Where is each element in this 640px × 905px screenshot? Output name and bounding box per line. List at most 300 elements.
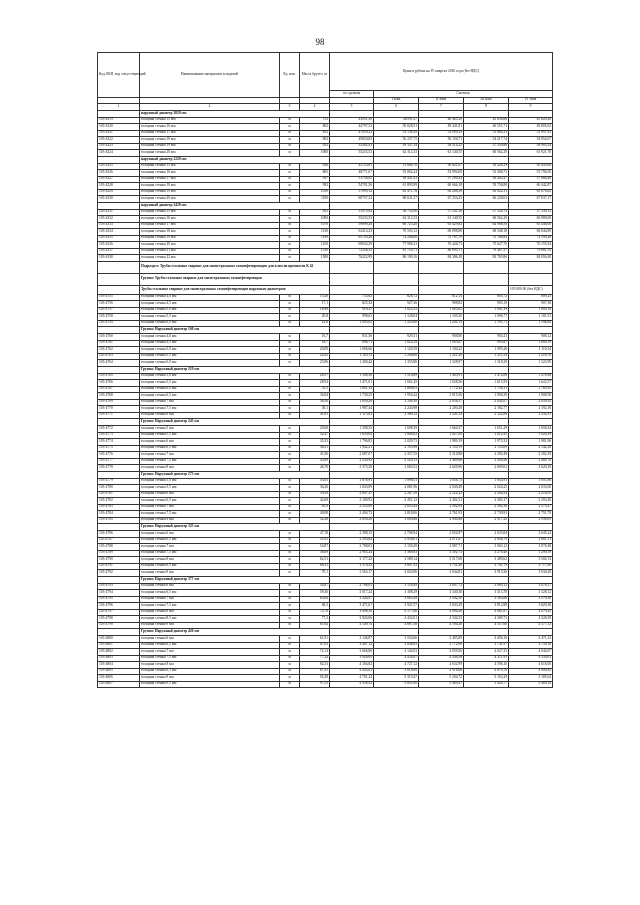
cell-name: толщина стенки 20 мм <box>140 242 280 249</box>
cell-code: 103-4755 <box>98 294 140 301</box>
cell-mass: 826 <box>300 163 330 170</box>
cell-mass: 51,03 <box>300 537 330 544</box>
cell-name: толщина стенки 5,5 мм <box>140 353 280 360</box>
cell-code: 103-4790 <box>98 557 140 564</box>
cell-code: 103-4758 <box>98 314 140 321</box>
cell-price-zone-4: 3 930,29 <box>509 570 553 577</box>
cell-code: 103-4777 <box>98 458 140 465</box>
cell-price-zone-2: 3 772,00 <box>419 642 464 649</box>
cell-unit: м <box>280 603 300 610</box>
cell-price-zone-2: 1 827,00 <box>419 432 464 439</box>
cell-price-total: 3 177,22 <box>330 557 374 564</box>
cell-price-zone-3: 3 741,97 <box>464 642 509 649</box>
cell-price-zone-1: 2 244,98 <box>374 406 419 413</box>
cell-price-zone-1: 46591,27 <box>374 117 419 124</box>
cell-unit: м <box>280 681 300 688</box>
cell-mass: 43,89 <box>300 458 330 465</box>
cell-price-zone-3: 2 182,77 <box>464 406 509 413</box>
cell-price-zone-1: 2 683,52 <box>374 465 419 472</box>
cell-mass: 81,64 <box>300 622 330 629</box>
cell-code: 103-4319 <box>98 117 140 124</box>
cell-price-zone-4: 2 033,00 <box>509 485 553 492</box>
group-title-row <box>98 156 553 163</box>
cell-unit: м <box>280 622 300 629</box>
cell-name: толщина стенки 7 мм <box>140 452 280 459</box>
cell-price-zone-1: 4 177,66 <box>374 609 419 616</box>
table-header <box>98 53 553 111</box>
cell-mass: 52,28 <box>300 517 330 524</box>
cell-code: 103-4330 <box>98 196 140 203</box>
cell-name: толщина стенки 19 мм <box>140 143 280 150</box>
column-number: 1 <box>98 104 140 111</box>
cell-mass: 87,41 <box>300 668 330 675</box>
cell-mass: 42,69 <box>300 498 330 505</box>
cell-code: 103-4332 <box>98 216 140 223</box>
cell-unit: м <box>280 570 300 577</box>
cell-price-zone-4: 1 101,51 <box>509 314 553 321</box>
group-title: Трубы стальные сварные для магистральных газонефтепроводов наружным диаметром: <box>140 285 330 294</box>
cell-mass: 1070 <box>300 222 330 229</box>
cell-price-zone-1: 3 150,49 <box>374 583 419 590</box>
cell-price-zone-2: 57 541,56 <box>419 209 464 216</box>
cell-price-zone-4: 1 658,44 <box>509 426 553 433</box>
cell-unit: м <box>280 163 300 170</box>
cell-mass: 61,91 <box>300 636 330 643</box>
group-title: наружный диаметр 2020 мм <box>140 110 330 117</box>
cell-mass: 18,98 <box>300 307 330 314</box>
cell-unit: м <box>280 373 300 380</box>
cell-price-zone-1: 2 357,55 <box>374 452 419 459</box>
cell-price-total: 59099,20 <box>330 222 374 229</box>
cell-price-zone-1: 1 128,04 <box>374 314 419 321</box>
cell-price-zone-4: 2 751,79 <box>509 511 553 518</box>
cell-price-total: 52582,41 <box>330 143 374 150</box>
cell-mass: 36,26 <box>300 485 330 492</box>
cell-code: 103-4778 <box>98 465 140 472</box>
cell-code: 103-4794 <box>98 590 140 597</box>
cell-mass: 46,78 <box>300 465 330 472</box>
cell-unit: м <box>280 504 300 511</box>
cell-price-zone-4: 1 981,96 <box>509 439 553 446</box>
cell-unit: м <box>280 235 300 242</box>
cell-price-zone-2: 2 582,94 <box>419 504 464 511</box>
cell-price-zone-2: 1 664,57 <box>419 426 464 433</box>
cell-price-zone-3: 79 467,57 <box>464 248 509 255</box>
cell-price-zone-3: 45 638,66 <box>464 117 509 124</box>
cell-mass: 62,51 <box>300 557 330 564</box>
cell-price-total: 2 230,92 <box>330 458 374 465</box>
cell-price-zone-3: 2 848,79 <box>464 537 509 544</box>
cell-price-total: 44797,53 <box>330 124 374 131</box>
cell-price-zone-4: 63 870,02 <box>509 189 553 196</box>
cell-price-zone-2: 76 426,73 <box>419 242 464 249</box>
cell-price-zone-4: 2 302,39 <box>509 452 553 459</box>
cell-mass: 20,09 <box>300 347 330 354</box>
cell-unit: м <box>280 353 300 360</box>
cell-mass: 902 <box>300 137 330 144</box>
cell-unit: м <box>280 386 300 393</box>
header-unit: Ед. изм. <box>280 53 300 98</box>
cell-price-total: 2 375,28 <box>330 465 374 472</box>
cell-unit: м <box>280 609 300 616</box>
cell-name: толщина стенки 6,5 мм <box>140 537 280 544</box>
cell-price-zone-3: 1 973,33 <box>464 439 509 446</box>
cell-price-total: 4 958,43 <box>330 681 374 688</box>
cell-unit: м <box>280 340 300 347</box>
cell-price-zone-3: 60 562,29 <box>464 216 509 223</box>
group-title: Группа: Наружный диаметр 168 мм <box>140 327 330 334</box>
cell-price-zone-1: 3 000,66 <box>374 517 419 524</box>
cell-unit: м <box>280 314 300 321</box>
cell-price-total: 2 983,24 <box>330 550 374 557</box>
cell-mass: 67,03 <box>300 642 330 649</box>
cell-price-zone-2: 69 098,80 <box>419 229 464 236</box>
cell-unit: м <box>280 426 300 433</box>
cell-price-zone-2: 3 944,81 <box>419 570 464 577</box>
cell-price-zone-2: 1 989,19 <box>419 439 464 446</box>
cell-price-zone-1: 1 225,60 <box>374 320 419 327</box>
cell-code: 103-4323 <box>98 143 140 150</box>
header-mass: Масса брутто, кг <box>300 53 330 98</box>
cell-name: толщина стенки 5,5 мм <box>140 380 280 387</box>
cell-unit: м <box>280 675 300 682</box>
cell-price-zone-4: 1 622,57 <box>509 380 553 387</box>
cell-name: толщина стенки 6 мм <box>140 531 280 538</box>
cell-code: 103-4328 <box>98 183 140 190</box>
cell-price-zone-3: 1 843,91 <box>464 478 509 485</box>
cell-price-total: 47059,23 <box>330 130 374 137</box>
cell-price-zone-3: 3 489,62 <box>464 557 509 564</box>
cell-price-zone-3: 5 163,29 <box>464 675 509 682</box>
cell-price-zone-3: 2 042,07 <box>464 399 509 406</box>
cell-price-zone-3: 51 684,25 <box>464 130 509 137</box>
header-name: Наименование материалов и изделий <box>140 53 280 98</box>
cell-price-zone-1: 74 246,60 <box>374 235 419 242</box>
cell-price-total: 1 843,09 <box>330 485 374 492</box>
cell-name: толщина стенки 9 мм <box>140 570 280 577</box>
cell-price-total: 4 184,82 <box>330 662 374 669</box>
cell-price-zone-2: 1 003,87 <box>419 340 464 347</box>
cell-code: 103-4782 <box>98 498 140 505</box>
column-number: 9 <box>509 104 553 111</box>
cell-price-zone-1: 2 081,96 <box>374 485 419 492</box>
group-title: Группа: Наружный диаметр 273 мм <box>140 471 330 478</box>
cell-price-zone-1: 62 312,33 <box>374 150 419 157</box>
cell-price-zone-2: 80 095,71 <box>419 248 464 255</box>
group-title-row <box>98 285 553 294</box>
cell-price-zone-1: 61 893,99 <box>374 183 419 190</box>
cell-mass: 802 <box>300 124 330 131</box>
table-row <box>98 681 553 688</box>
cell-price-zone-4: 809,23 <box>509 294 553 301</box>
cell-price-total: 57995,12 <box>330 189 374 196</box>
cell-code: 103-4765 <box>98 373 140 380</box>
cell-code: 103-4770 <box>98 406 140 413</box>
cell-price-zone-1: 59 337,34 <box>374 143 419 150</box>
cell-code: 103-4788 <box>98 544 140 551</box>
cell-price-zone-3: 57 350,86 <box>464 143 509 150</box>
cell-price-zone-4: 1 908,50 <box>509 393 553 400</box>
cell-unit: м <box>280 636 300 643</box>
cell-mass: 45,9 <box>300 504 330 511</box>
cell-unit: м <box>280 301 300 308</box>
cell-unit: м <box>280 130 300 137</box>
price-table <box>97 52 553 688</box>
cell-price-zone-1: 2 635,44 <box>374 504 419 511</box>
cell-price-zone-1: 1 698,39 <box>374 426 419 433</box>
cell-price-zone-1: 1 120,39 <box>374 347 419 354</box>
cell-price-total: 2 333,09 <box>330 504 374 511</box>
cell-unit: м <box>280 248 300 255</box>
cell-price-zone-4: 3 328,12 <box>509 590 553 597</box>
cell-mass: 1380 <box>300 255 330 262</box>
cell-code: 103-4776 <box>98 452 140 459</box>
cell-code: 103-4325 <box>98 163 140 170</box>
cell-price-zone-4: 2 192,18 <box>509 406 553 413</box>
cell-price-zone-2: 2 058,37 <box>419 399 464 406</box>
cell-code: 103-4326 <box>98 170 140 177</box>
cell-name: толщина стенки 7,5 мм <box>140 511 280 518</box>
cell-price-zone-4: 57 339,12 <box>509 209 553 216</box>
cell-price-zone-3: 5 445,77 <box>464 681 509 688</box>
header-zone-3: III зона <box>464 97 509 104</box>
cell-name: толщина стенки 8 мм <box>140 609 280 616</box>
cell-price-zone-3: 68 348,18 <box>464 229 509 236</box>
column-number: 3 <box>280 104 300 111</box>
cell-mass: 33,03 <box>300 478 330 485</box>
cell-price-zone-2: 3 731,49 <box>419 563 464 570</box>
cell-price-zone-2: 2 341,54 <box>419 412 464 419</box>
cell-price-zone-2: 812,14 <box>419 294 464 301</box>
cell-price-zone-2: 3 843,49 <box>419 603 464 610</box>
cell-price-zone-1: 3 665,49 <box>374 596 419 603</box>
cell-unit: м <box>280 183 300 190</box>
cell-unit: м <box>280 517 300 524</box>
cell-price-zone-4: 4 330,61 <box>509 655 553 662</box>
cell-price-total: 51756,82 <box>330 176 374 183</box>
cell-unit: м <box>280 242 300 249</box>
cell-code: 103-4784 <box>98 511 140 518</box>
cell-name: толщина стенки 22 мм <box>140 255 280 262</box>
cell-code: 103-4803 <box>98 655 140 662</box>
cell-price-zone-1: 2 818,06 <box>374 511 419 518</box>
cell-price-zone-1: 50 028,51 <box>374 124 419 131</box>
header-total: по сделкам <box>330 91 374 98</box>
group-title: Группа: Наружный диаметр 219 мм <box>140 366 330 373</box>
cell-name: толщина стенки 6,5 мм <box>140 393 280 400</box>
cell-price-total: 60757,22 <box>330 196 374 203</box>
cell-price-zone-4: 68 844,89 <box>509 229 553 236</box>
cell-price-total: 3 924,06 <box>330 616 374 623</box>
cell-price-zone-2: 50 621,67 <box>419 163 464 170</box>
cell-price-zone-4: 908,12 <box>509 334 553 341</box>
cell-price-zone-2: 3 087,72 <box>419 583 464 590</box>
cell-price-zone-4: 2 573,47 <box>509 504 553 511</box>
cell-price-zone-4: 2 645,24 <box>509 531 553 538</box>
cell-mass: 32,47 <box>300 432 330 439</box>
cell-name: толщина стенки 8,5 мм <box>140 668 280 675</box>
cell-price-zone-3: 2 133,09 <box>464 445 509 452</box>
cell-price-zone-4: 1 820,29 <box>509 432 553 439</box>
cell-price-zone-1: 62 312,33 <box>374 216 419 223</box>
cell-name: толщина стенки 5,0 мм <box>140 307 280 314</box>
cell-price-zone-4: 2 393,49 <box>509 498 553 505</box>
cell-unit: м <box>280 294 300 301</box>
cell-price-zone-1: 68 631,37 <box>374 196 419 203</box>
cell-price-zone-1: 51 666,70 <box>374 163 419 170</box>
cell-name: толщина стенки 7 мм <box>140 504 280 511</box>
cell-price-zone-4: 2 460,78 <box>509 458 553 465</box>
cell-price-total: 51975,94 <box>330 209 374 216</box>
cell-code: 103-4802 <box>98 649 140 656</box>
group-title-row <box>98 419 553 426</box>
group-title-row <box>98 524 553 531</box>
cell-unit: м <box>280 209 300 216</box>
cell-price-zone-3: 3 063,12 <box>464 583 509 590</box>
cell-price-zone-4: 60 442,87 <box>509 183 553 190</box>
cell-code: 103-4792 <box>98 570 140 577</box>
cell-price-zone-2: 1 221,20 <box>419 353 464 360</box>
cell-mass: 22,6 <box>300 320 330 327</box>
cell-code: 103-4321 <box>98 130 140 137</box>
cell-name: толщина стенки 5,5 мм <box>140 485 280 492</box>
cell-price-zone-1: 2 100,38 <box>374 399 419 406</box>
cell-price-zone-3: 2 204,54 <box>464 491 509 498</box>
cell-price-zone-4: 53 796,50 <box>509 170 553 177</box>
cell-price-zone-1: 2 029,73 <box>374 439 419 446</box>
cell-name: толщина стенки 6,0 мм <box>140 360 280 367</box>
cell-price-zone-4: 3 504,74 <box>509 557 553 564</box>
cell-price-zone-3: 1 758,31 <box>464 386 509 393</box>
cell-price-zone-2: 2 040,49 <box>419 485 464 492</box>
group-title-row <box>98 629 553 636</box>
cell-price-zone-2: 1 005,02 <box>419 307 464 314</box>
cell-price-zone-4: 49 805,63 <box>509 124 553 131</box>
cell-price-zone-1: 53 138,39 <box>374 130 419 137</box>
cell-unit: м <box>280 412 300 419</box>
cell-name: толщина стенки 4,0 мм <box>140 294 280 301</box>
cell-price-zone-1: 4 432,61 <box>374 616 419 623</box>
cell-price-total: 1 942,21 <box>330 445 374 452</box>
cell-code: 103-4798 <box>98 616 140 623</box>
cell-price-zone-1: 4 024,96 <box>374 570 419 577</box>
cell-price-total: 76222,99 <box>330 255 374 262</box>
cell-price-zone-2: 3 517,68 <box>419 557 464 564</box>
cell-unit: м <box>280 544 300 551</box>
cell-price-zone-3: 3 276,40 <box>464 550 509 557</box>
cell-name: толщина стенки 21 мм <box>140 248 280 255</box>
cell-code: 103-4773 <box>98 432 140 439</box>
cell-price-zone-1: 1 661,45 <box>374 380 419 387</box>
cell-price-total: 3 244,97 <box>330 596 374 603</box>
cell-code: 103-4768 <box>98 393 140 400</box>
cell-unit: м <box>280 445 300 452</box>
cell-price-zone-4: 3 829,38 <box>509 603 553 610</box>
header-incl: Сметная <box>374 91 553 98</box>
cell-unit: м <box>280 649 300 656</box>
cell-mass: 941 <box>300 209 330 216</box>
cell-price-zone-3: 3 563,88 <box>464 596 509 603</box>
cell-name: толщина стенки 6,5 мм <box>140 590 280 597</box>
cell-mass: 15,20 <box>300 294 330 301</box>
cell-name: толщина стенки 7,5 мм <box>140 550 280 557</box>
cell-price-zone-2: 2 222,22 <box>419 491 464 498</box>
cell-name: толщина стенки 17 мм <box>140 130 280 137</box>
cell-code: 103-4795 <box>98 596 140 603</box>
cell-mass: 38,21 <box>300 445 330 452</box>
cell-price-zone-1: 4 687,56 <box>374 622 419 629</box>
cell-price-zone-3: 60 562,29 <box>464 150 509 157</box>
cell-unit: м <box>280 465 300 472</box>
cell-mass: 883 <box>300 170 330 177</box>
cell-mass: 35,35 <box>300 439 330 446</box>
cell-price-total: 4 443,03 <box>330 668 374 675</box>
cell-price-zone-2: 1 915,56 <box>419 393 464 400</box>
cell-mass: 1130 <box>300 229 330 236</box>
cell-name: толщина стенки 16 мм <box>140 124 280 131</box>
cell-mass: 20,8 <box>300 314 330 321</box>
cell-price-zone-2: 84 386,18 <box>419 255 464 262</box>
cell-price-zone-3: 72 188,84 <box>464 235 509 242</box>
cell-price-total: 3 471,67 <box>330 603 374 610</box>
cell-name: толщина стенки 6,5 мм <box>140 498 280 505</box>
cell-price-zone-2: 4 632,99 <box>419 662 464 669</box>
cell-mass: 72,14 <box>300 649 330 656</box>
cell-price-zone-1: 1 246,66 <box>374 353 419 360</box>
cell-price-zone-3: 2 383,17 <box>464 498 509 505</box>
cell-name: толщина стенки 8 мм <box>140 557 280 564</box>
cell-mass: 47,18 <box>300 531 330 538</box>
group-title: Группа: Наружный диаметр 426 мм <box>140 629 330 636</box>
cell-price-total: 3 666,86 <box>330 649 374 656</box>
cell-price-zone-2: 60 666,18 <box>419 183 464 190</box>
cell-name: толщина стенки 7 мм <box>140 596 280 603</box>
cell-mass: 63,84 <box>300 596 330 603</box>
cell-price-total: 45723,61 <box>330 163 374 170</box>
cell-name: толщина стенки 9,5 мм <box>140 681 280 688</box>
cell-price-total: 2 007,27 <box>330 491 374 498</box>
cell-price-zone-1: 1 954,42 <box>374 393 419 400</box>
cell-price-zone-2: 49 441,81 <box>419 124 464 131</box>
cell-price-zone-2: 2 310,88 <box>419 452 464 459</box>
cell-unit: м <box>280 458 300 465</box>
cell-price-zone-4: 79 881,55 <box>509 248 553 255</box>
cell-price-zone-4: 58 903,54 <box>509 143 553 150</box>
cell-price-zone-3: 75 627,70 <box>464 242 509 249</box>
group-title: наружный диаметр 2420 мм <box>140 202 330 209</box>
header-code: Код ОКП, код сопутствующий <box>98 53 140 98</box>
cell-unit: м <box>280 557 300 564</box>
cell-price-zone-3: 4 557,60 <box>464 622 509 629</box>
cell-price-total: 2 788,03 <box>330 544 374 551</box>
cell-name: толщина стенки 15 мм <box>140 117 280 124</box>
cell-price-zone-1: 58 441,41 <box>374 176 419 183</box>
cell-name: толщина стенки 4,0 мм <box>140 334 280 341</box>
cell-price-zone-2: 53 099,25 <box>419 130 464 137</box>
cell-price-total: 2 169,92 <box>330 498 374 505</box>
cell-mass: 1000 <box>300 216 330 223</box>
cell-price-total: 2 494,73 <box>330 511 374 518</box>
cell-mass: 1000 <box>300 150 330 157</box>
cell-price-zone-4: 3 579,30 <box>509 596 553 603</box>
group-title-row <box>98 471 553 478</box>
cell-name: толщина стенки 6 мм <box>140 583 280 590</box>
cell-mass: 16,7 <box>300 334 330 341</box>
cell-price-zone-1: 3 848,63 <box>374 642 419 649</box>
cell-mass: 70,1 <box>300 570 330 577</box>
cell-unit: м <box>280 347 300 354</box>
cell-price-zone-4: 51 997,81 <box>509 130 553 137</box>
